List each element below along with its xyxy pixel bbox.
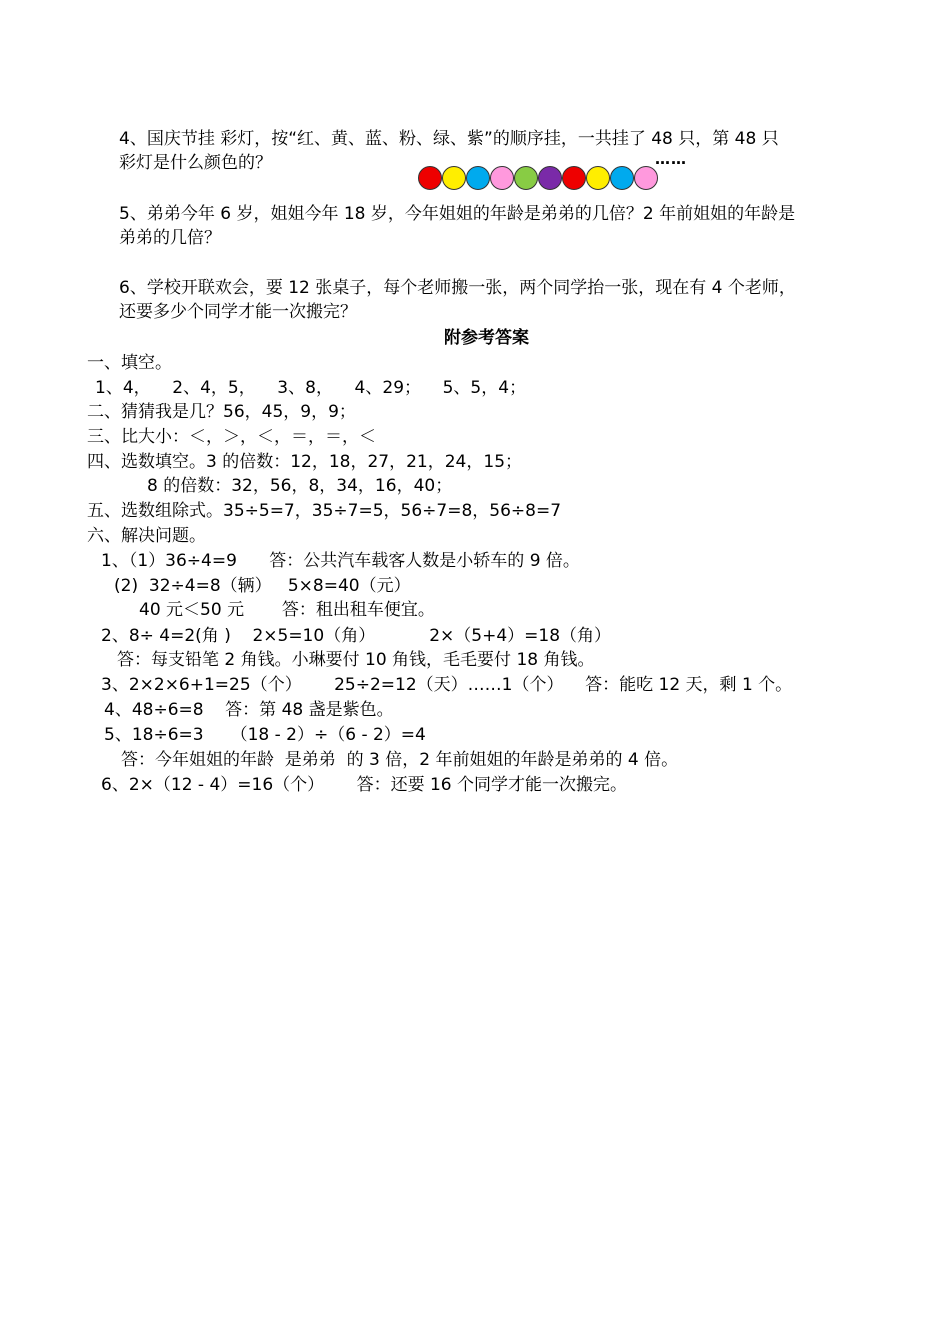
lamp-circle-10	[634, 166, 658, 190]
lamp-circle-4	[490, 166, 514, 190]
answer-section-1-head: 一、填空。	[87, 353, 172, 373]
answer-5-line2: 答：今年姐姐的年龄 是弟弟 的 3 倍，2 年前姐姐的年龄是弟弟的 4 倍。	[121, 750, 679, 770]
lamp-circle-3	[466, 166, 490, 190]
answer-5-line1: 5、18÷6=3 （18 - 2）÷（6 - 2）=4	[104, 725, 426, 745]
answer-section-5: 五、选数组除式。35÷5=7，35÷7=5，56÷7=8，56÷8=7	[87, 501, 562, 521]
lamp-ellipsis: ……	[655, 150, 687, 168]
lamp-circle-2	[442, 166, 466, 190]
answer-section-1-items: 1、4， 2、4，5， 3、8， 4、29； 5、5，4；	[95, 378, 527, 398]
answer-1-line2: (2) 32÷4=8（辆） 5×8=40（元）	[114, 576, 411, 596]
lamp-circle-9	[610, 166, 634, 190]
answer-6: 6、2×（12 - 4）=16（个） 答：还要 16 个同学才能一次搬完。	[101, 775, 628, 795]
lamp-circle-7	[562, 166, 586, 190]
answer-3: 3、2×2×6+1=25（个） 25÷2=12（天）……1（个） 答：能吃 12 天，剩 1 个。	[101, 675, 793, 695]
lamp-circle-8	[586, 166, 610, 190]
problem-6-line1: 6、学校开联欢会，要 12 张桌子，每个老师搬一张，两个同学抬一张，现在有 4 个老师，	[119, 278, 796, 298]
answer-2-line1: 2、8÷ 4=2(角 ) 2×5=10（角） 2×（5+4）=18（角）	[101, 626, 612, 646]
lamp-row	[418, 166, 658, 192]
answer-section-4-line2: 8 的倍数：32，56，8，34，16，40；	[147, 476, 453, 496]
lamp-circle-5	[514, 166, 538, 190]
answer-4: 4、48÷6=8 答：第 48 盏是紫色。	[104, 700, 394, 720]
answer-1-line1: 1、（1）36÷4=9 答：公共汽车载客人数是小轿车的 9 倍。	[101, 551, 580, 571]
answer-section-4-line1: 四、选数填空。3 的倍数：12，18，27，21，24，15；	[87, 452, 523, 472]
answers-title: 附参考答案	[444, 328, 529, 348]
problem-6-line2: 还要多少个同学才能一次搬完？	[119, 302, 357, 322]
answer-section-2: 二、猜猜我是几？56，45，9，9；	[87, 402, 356, 422]
problem-5-line1: 5、弟弟今年 6 岁，姐姐今年 18 岁，今年姐姐的年龄是弟弟的几倍？2 年前姐姐的年龄是	[119, 204, 796, 224]
answer-section-6-head: 六、解决问题。	[87, 526, 206, 546]
answer-section-3: 三、比大小：＜，＞，＜，＝，＝，＜	[87, 427, 376, 447]
answer-2-line2: 答：每支铅笔 2 角钱。小琳要付 10 角钱，毛毛要付 18 角钱。	[117, 650, 595, 670]
lamp-circle-1	[418, 166, 442, 190]
problem-4-line1: 4、国庆节挂 彩灯，按“红、黄、蓝、粉、绿、紫”的顺序挂，一共挂了 48 只，第 48 只	[119, 129, 779, 149]
answer-1-line3: 40 元＜50 元 答：租出租车便宜。	[139, 600, 435, 620]
lamp-circle-6	[538, 166, 562, 190]
problem-5-line2: 弟弟的几倍？	[119, 228, 221, 248]
problem-4-line2: 彩灯是什么颜色的？	[119, 153, 272, 173]
